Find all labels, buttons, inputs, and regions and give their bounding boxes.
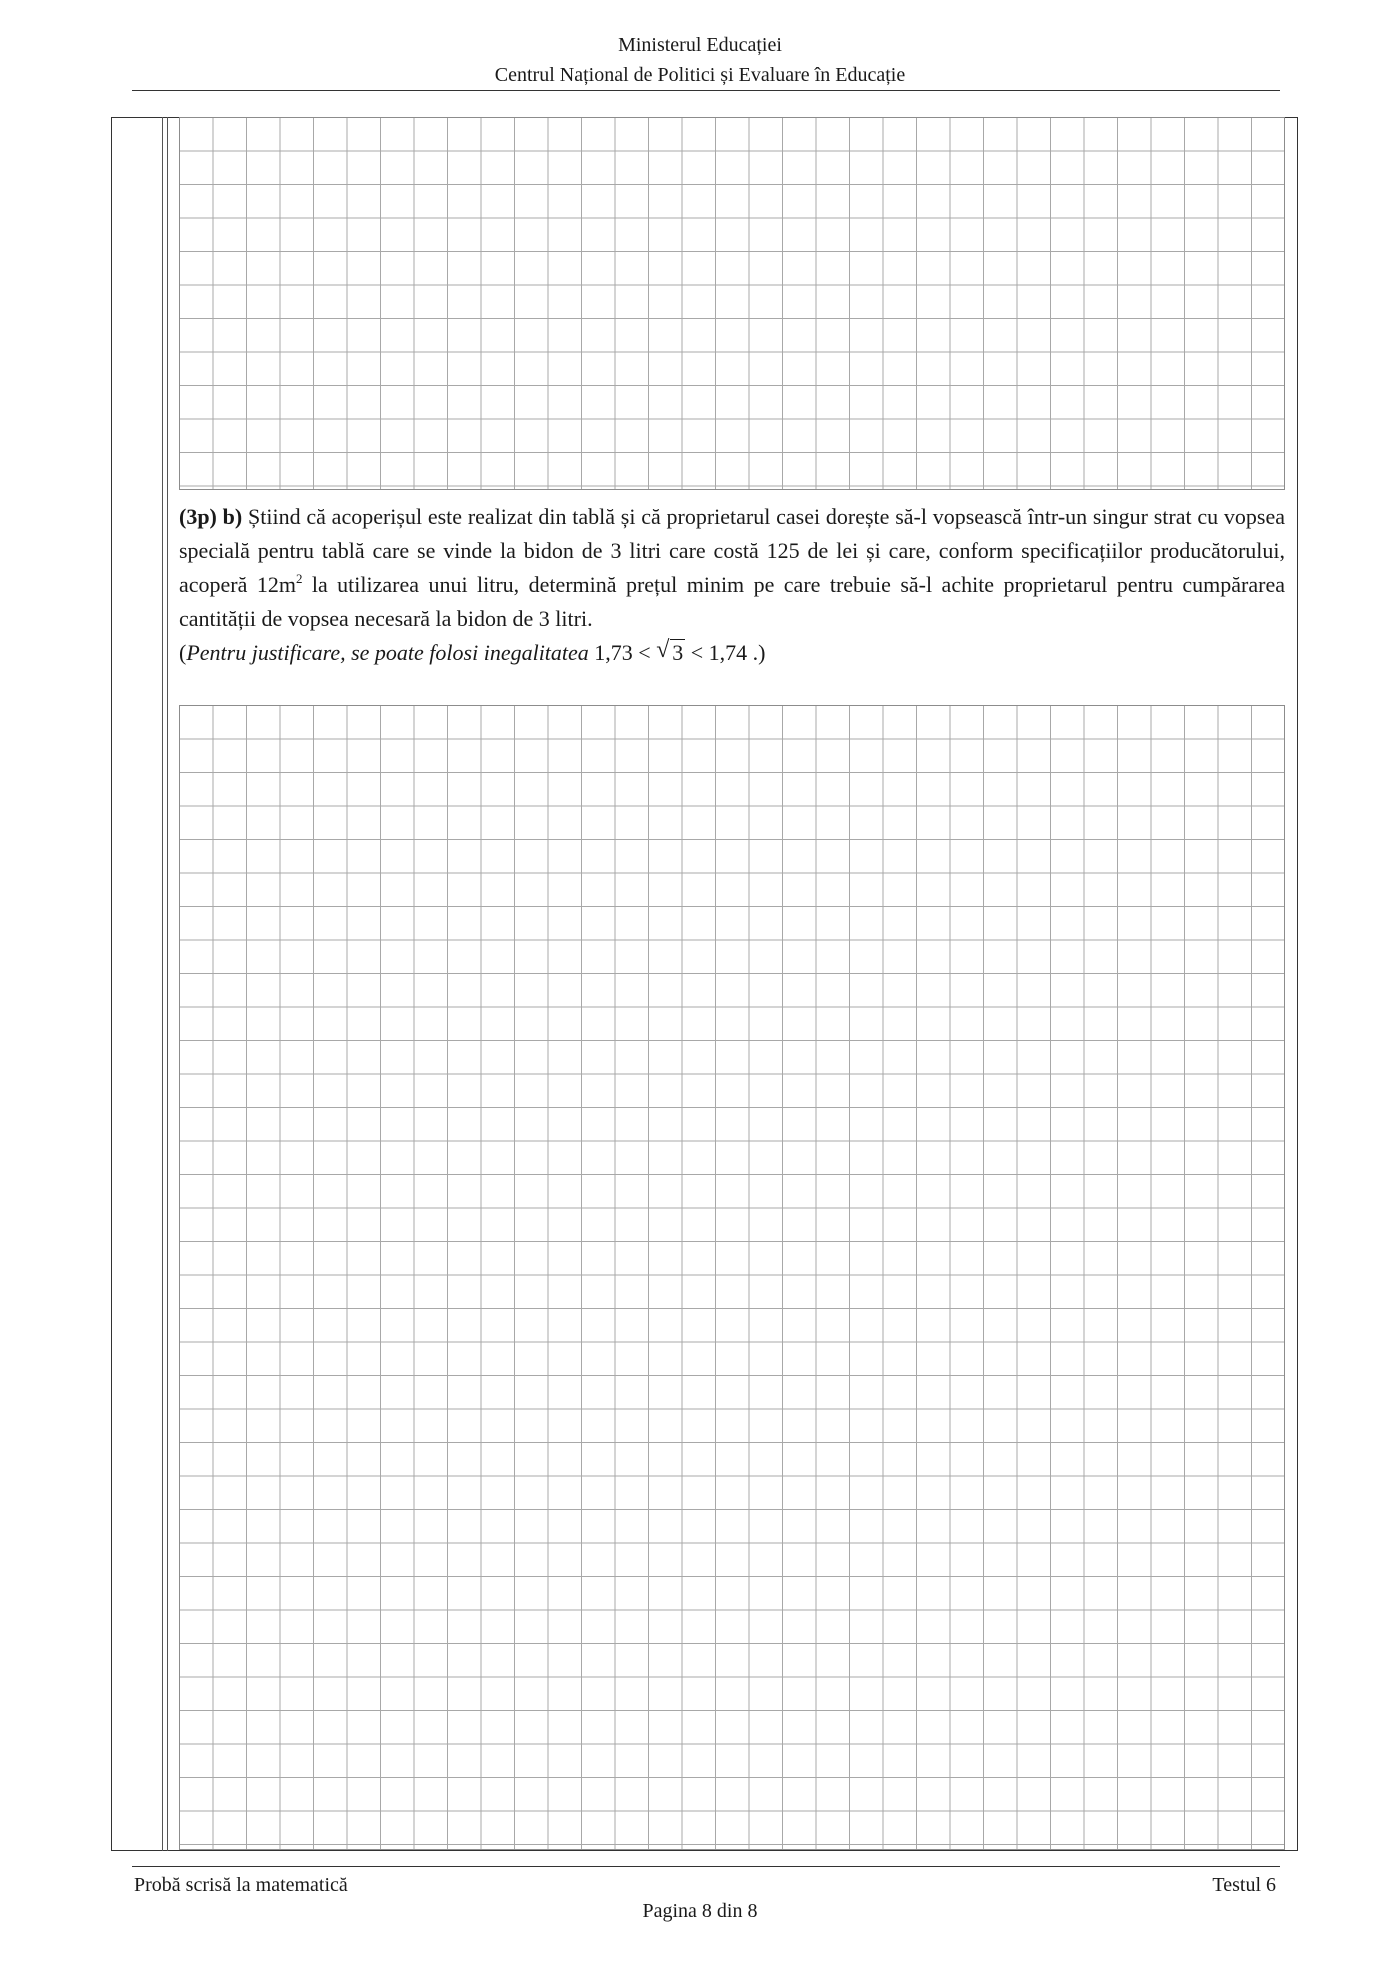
problem-b: [179, 500, 1285, 670]
header-ministry: Ministerul Educației: [618, 34, 782, 56]
margin-line-inner: [167, 117, 168, 1851]
answer-grid-top[interactable]: [179, 117, 1285, 490]
problem-text-2: la utilizarea unui litru, determină prețul minim pe care trebuie să-l achite proprietarul pentru cumpărarea cantității de vopsea necesară la bidon de 3 litri.: [179, 572, 1286, 631]
radical-sign: √: [656, 637, 670, 663]
margin-line-outer: [162, 117, 163, 1851]
footer-subject: Probă scrisă la matematică: [134, 1874, 348, 1896]
footer-test-number: Testul 6: [1212, 1874, 1276, 1896]
hint-close: ): [758, 640, 766, 665]
problem-superscript: 2: [295, 571, 303, 586]
hint-text: Pentru justificare, se poate folosi inegalitatea: [186, 640, 589, 665]
problem-points: (3p): [179, 504, 217, 529]
sqrt-expression: [656, 636, 685, 670]
answer-grid-bottom[interactable]: [179, 705, 1285, 1850]
footer-divider: [132, 1866, 1280, 1867]
problem-label: b): [222, 504, 243, 529]
hint-right: < 1,74 .: [690, 640, 759, 665]
problem-text-1: Știind că acoperișul este realizat din tablă și că proprietarul casei dorește să-l vopsească într-un singur strat cu vopsea specială pentru tablă care se vinde la bidon de 3 litri care costă 125 de lei și care, conform specificațiilor producătorului, acoperă 12m: [179, 504, 1285, 597]
hint-open: (: [179, 640, 187, 665]
hint-left: 1,73 <: [594, 640, 651, 665]
footer-page-number: Pagina 8 din 8: [642, 1900, 758, 1922]
radicand: 3: [672, 640, 684, 665]
page-header: [0, 30, 1400, 90]
header-center: Centrul Național de Politici și Evaluare în Educație: [494, 64, 906, 86]
header-divider: [132, 90, 1280, 91]
